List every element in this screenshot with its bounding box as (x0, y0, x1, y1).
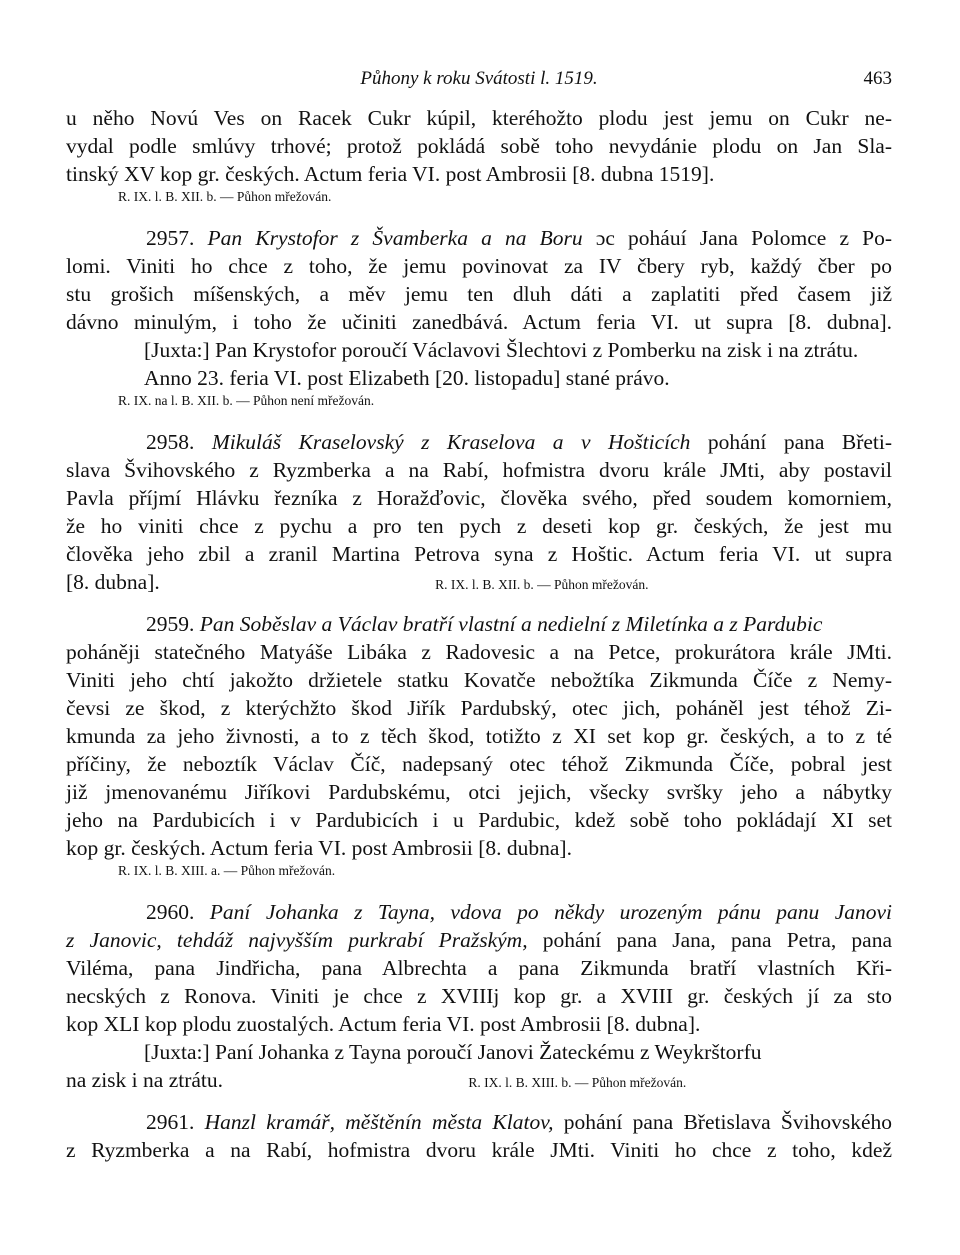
text-line: z Ryzmberka a na Rabí, hofmistra dvoru krále JMti. Viniti ho chce z toho, kdež (66, 1138, 892, 1162)
entry-number: 2957. (146, 226, 195, 250)
page-header (66, 68, 892, 98)
text-line: Viniti jeho chtí jakožto držietele statku Kovatče nebožtíka Zikmunda Číče z Nemy- (66, 668, 892, 692)
text-line: člověka jeho zbil a zranil Martina Petrova syna z Hoštic. Actum feria VI. ut supra (66, 542, 892, 566)
entry-title: Mikuláš Kraselovský z Kraselova a v Hošticích (211, 430, 691, 454)
text-segment: pohání pana Břetislava Švihovského (563, 1110, 892, 1134)
source-note: R. IX. l. B. XIII. b. — Půhon mřežován. (468, 1075, 687, 1090)
entry-number: 2961. (146, 1110, 195, 1134)
running-title: Půhony k roku Svátosti l. 1519. (360, 68, 598, 89)
text-line: necských z Ronova. Viniti je chce z XVIIIj kop gr. a XVIII gr. českých jí za sto (66, 984, 892, 1008)
text-line: tinský XV kop gr. českých. Actum feria VI. post Ambrosii [8. dubna 1519]. (66, 162, 715, 186)
text-line: že ho viniti chce z pychu a pro ten pych z deseti kop gr. českých, že jest mu (66, 514, 892, 538)
entry-number: 2959. (146, 612, 195, 636)
text-line: [Juxta:] Paní Johanka z Tayna poroučí Janovi Žateckému z Weykrštorfu (144, 1040, 762, 1064)
text-line: poháněji statečného Matyáše Libáka z Radovesic a na Petce, prokurátora krále JMti. (66, 640, 892, 664)
text-line: již jmenovanému Jiříkovi Pardubskému, otci jejich, všecky svršky jeho a nábytky (66, 780, 892, 804)
page-number: 463 (863, 68, 892, 89)
entry-number: 2960. (146, 900, 195, 924)
text-line: jeho na Pardubicích i v Pardubicích i u Pardubic, kdež sobě toho pokládají XI set (66, 808, 892, 832)
text-line: vydal podle smlúvy trhové; protož pokládá sobě toho nevydánie plodu on Jan Sla- (66, 134, 892, 158)
text-line: kop XLI kop plodu zuostalých. Actum feria VI. post Ambrosii [8. dubna]. (66, 1012, 701, 1036)
entry-number: 2958. (146, 430, 195, 454)
text-line: příčiny, že neboztík Václav Číč, nadepsaný otec téhož Zikmunda Číče, pobral jest (66, 752, 892, 776)
text-line: lomi. Viniti ho chce z toho, že jemu povinovat za IV čbery ryb, každý čber po (66, 254, 892, 278)
text-line: [8. dubna]. (66, 570, 160, 594)
text-line: Pavla příjmí Hlávku řezníka z Horažďovic, člověka svého, před soudem komorniem, (66, 486, 892, 510)
text-line: kmunda za jeho živnosti, a to z těch škod, totižto z XI set kop gr. českých, a to z té (66, 724, 892, 748)
entry-2960 (66, 898, 892, 1094)
document-page (66, 68, 892, 1164)
source-note: R. IX. l. B. XII. b. — Půhon mřežován. (435, 577, 649, 592)
text-line: u něho Novú Ves on Racek Cukr kúpil, kteréhožto plodu jest jemu on Cukr ne- (66, 106, 892, 130)
text-line: čevsi ze škod, z kterýchžto škod Jiřík Pardubský, otec jich, poháněl jest téhož Zi- (66, 696, 892, 720)
entry-title: Paní Johanka z Tayna, vdova po někdy urozeným pánu panu Janovi (209, 900, 893, 924)
text-segment: pohání pana Břeti- (707, 430, 893, 454)
entry-title: Pan Soběslav a Václav bratří vlastní a nedielní z Miletínka a z Pardubic (199, 612, 823, 636)
text-line: slava Švihovského z Ryzmberka a na Rabí, hofmistra dvoru krále JMti, aby postavil (66, 458, 892, 482)
text-segment: pohání pana Jana, pana Petra, pana (542, 928, 893, 952)
text-line: na zisk i na ztrátu. (66, 1068, 224, 1092)
entry-title: Hanzl kramář, měštěnín města Klatov, (204, 1110, 554, 1134)
text-line: Viléma, pana Jindřicha, pana Albrechta a pana Zikmunda bratří vlastních Kři- (66, 956, 892, 980)
entry-title: Pan Krystofor z Švamberka a na Boru (207, 226, 583, 250)
text-segment: ɔc poháuí Jana Polomce z Po- (595, 226, 893, 250)
entry-continuation (66, 104, 892, 210)
entry-2959 (66, 610, 892, 884)
text-line: [Juxta:] Pan Krystofor poroučí Václavovi Šlechtovi z Pomberku na zisk i na ztrátu. (144, 338, 859, 362)
text-line: stu grošich míšenských, a měv jemu ten dluh dáti a zaplatiti před časem již (66, 282, 892, 306)
source-note: R. IX. l. B. XII. b. — Půhon mřežován. (118, 189, 332, 204)
source-note: R. IX. l. B. XIII. a. — Půhon mřežován. (118, 863, 336, 878)
entry-2961 (66, 1108, 892, 1164)
entry-2958 (66, 428, 892, 596)
source-note: R. IX. na l. B. XII. b. — Půhon není mřežován. (118, 393, 375, 408)
entry-2957 (66, 224, 892, 414)
entry-title-cont: z Janovic, tehdáž najvyšším purkrabí Pražským, (66, 928, 528, 952)
text-line: Anno 23. feria VI. post Elizabeth [20. listopadu] stané právo. (144, 366, 670, 390)
text-line: dávno minulým, i toho že učiniti zanedbává. Actum feria VI. ut supra [8. dubna]. (66, 310, 892, 334)
text-line: kop gr. českých. Actum feria VI. post Ambrosii [8. dubna]. (66, 836, 572, 860)
